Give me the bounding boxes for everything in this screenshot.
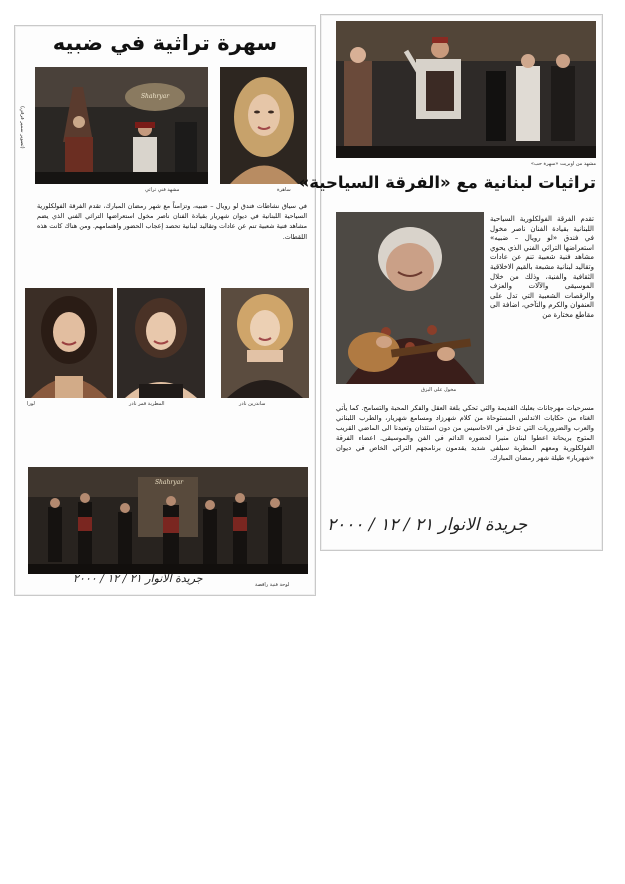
caption-laura: لورا bbox=[27, 401, 35, 407]
right-clipping bbox=[298, 14, 603, 551]
caption-singer: ساهرة bbox=[277, 187, 291, 193]
left-headline: سهرة تراثية في ضبيه bbox=[52, 31, 278, 55]
photo-stage-scene bbox=[35, 67, 208, 184]
right-signature: جريدة الانوار ٢١ / ١٢ / ٢٠٠٠ bbox=[327, 515, 528, 535]
right-body-full: مسرحيات مهرجانات بعلبك القديمة والتي تحكي بلغة العقل والفكر المحبة والتسامح. كما يأتي الغناء من حكايات الاندلس المستوحاة من كلام شهرزاد ومسامع شهريار، والطرب اللبناني والعرب والضروريات التي تدخل في الاحاسيس من دون استئذان وتعيدنا الى الماضي القريب المتوج بريحانة اعطوا لبنان منبرا لحضوره الدائم في الفن والموسيقى. اعضاء الفرقة الفولكلورية ومعهم المطربة سيلفي شديد يقدمون برنامجهم التراثي الخاص في ديوان «شهريار» طيلة شهر رمضان المبارك. bbox=[336, 404, 594, 462]
right-headline: تراثيات لبنانية مع «الفرقة السياحية» bbox=[298, 173, 596, 192]
caption-operetta: مشهد من اوبريت «سهرة حب» bbox=[530, 161, 596, 167]
stage-sign: Shahryar bbox=[140, 93, 170, 100]
caption-sandrine-nader: ساندرين نادر bbox=[239, 401, 266, 407]
photo-oud-player bbox=[336, 212, 484, 384]
photo-operetta bbox=[336, 21, 596, 158]
photo-singer bbox=[220, 67, 307, 184]
photo-laura bbox=[25, 288, 113, 398]
right-body-column: تقدم الفرقة الفولكلورية السياحية اللبنانية بقيادة الفنان ناصر مخول في فندق «لو رويال – ضبيه» استعراضها التراثي الفني الذي يحوي مشاهد فنية شعبية تنم عن عادات وتقاليد لبنانية مشبعة بالقيم الاخلاقية الثقافية والفنية، وذلك من خلال الموسيقى والآلات والعزف والرقصات الشعبية التي تدل على العنفوان والكرم والتآخي، اضافة الى مقاطع مختارة من bbox=[490, 215, 594, 319]
photo-credit: (تصوير سمير قرقي) bbox=[19, 106, 25, 149]
photo-qamar-nader bbox=[117, 288, 205, 398]
caption-oud-player: مخول على البزق bbox=[421, 387, 457, 393]
caption-stage-scene: مشهد فني تراثي bbox=[145, 187, 180, 193]
photo-sandrine-nader bbox=[221, 288, 309, 398]
caption-qamar-nader: المطربة قمر نادر bbox=[129, 401, 165, 407]
caption-folk-dance: لوحة فنية راقصة bbox=[255, 582, 290, 588]
stage-sign-bottom: Shahryar bbox=[154, 479, 184, 486]
left-signature: جريدة الانوار ٢١ / ١٢ / ٢٠٠٠ bbox=[73, 572, 203, 585]
left-body-text: في سياق نشاطات فندق لو رويال – ضبيه، وتزامناً مع شهر رمضان المبارك، تقدم الفرقة الفولكلورية السياحية اللبنانية في ديوان شهريار بقيادة الفنان ناصر مخول استعراضها التراثي الفني الذي يضم مشاهد فنية شعبية تنم عن عادات وتقاليد لبنانية تحصد إعجاب الحضور واهتمامهم. ومن هناك كانت هذه اللقطات. bbox=[37, 202, 307, 241]
left-clipping bbox=[14, 25, 316, 596]
photo-folk-dance bbox=[28, 467, 308, 574]
